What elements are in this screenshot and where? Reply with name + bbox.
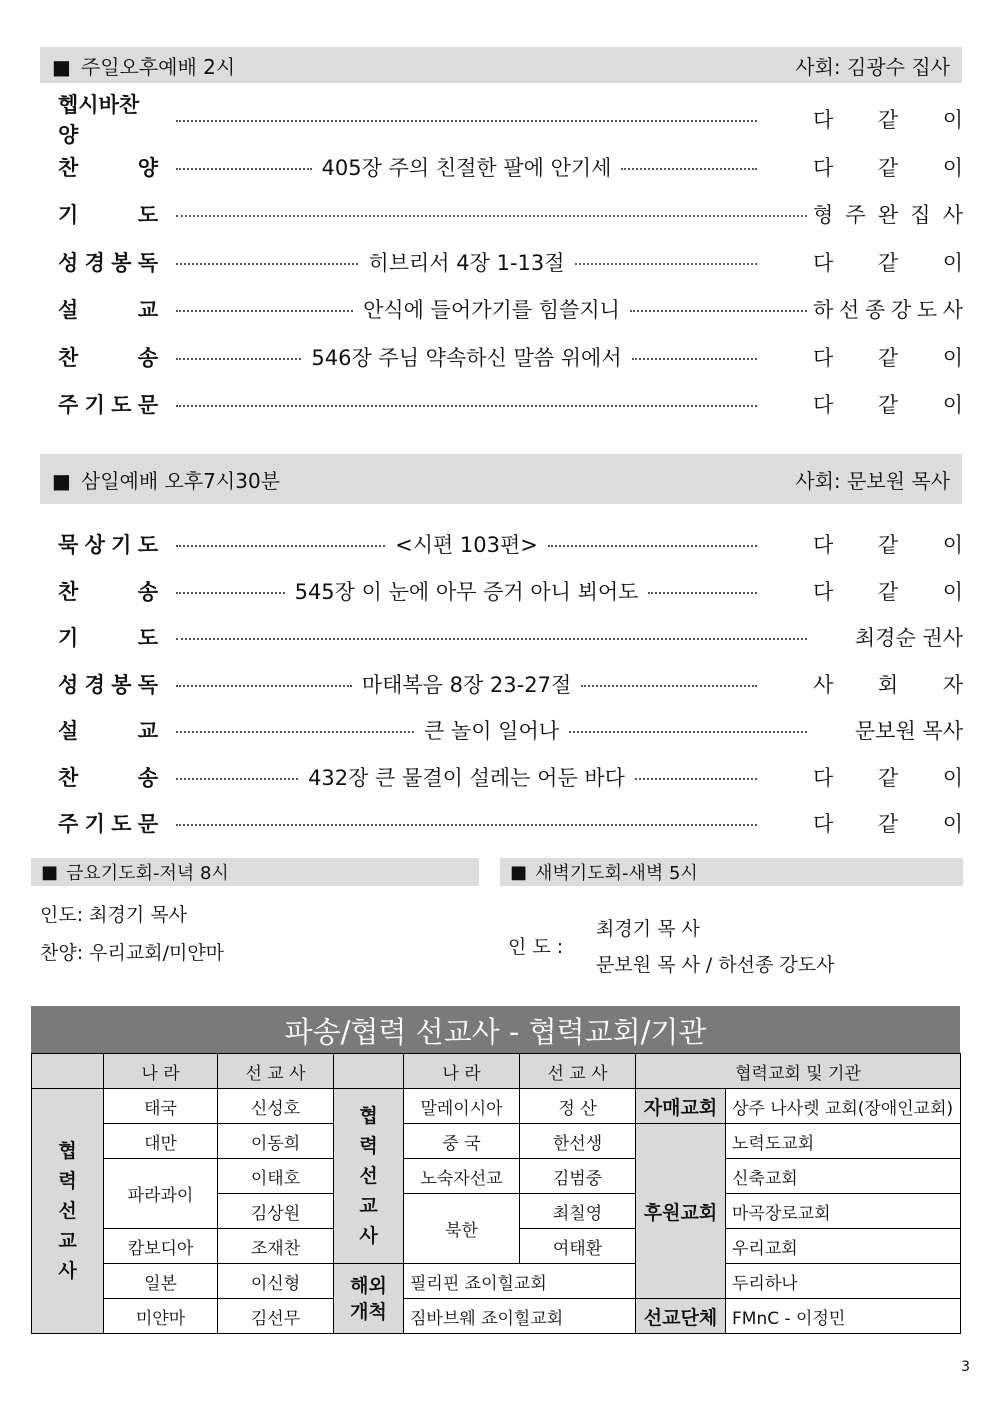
order-label xyxy=(58,715,158,745)
order-person-char: 도 xyxy=(916,298,938,322)
order-person-char: 주 xyxy=(845,203,866,227)
dot-line xyxy=(176,168,312,170)
order-label-char: 주 xyxy=(58,393,79,417)
order-content: 안식에 들어가기를 힘쓸지니 xyxy=(363,298,620,322)
order-person xyxy=(763,529,963,559)
order-person-char: 이 xyxy=(942,579,963,604)
order-person-char: 이 xyxy=(942,155,963,180)
overseas-label xyxy=(334,1264,404,1334)
order-person xyxy=(763,808,963,838)
order-person xyxy=(763,152,963,182)
order-content: 큰 놀이 일어나 xyxy=(423,719,560,743)
order-content: 545장 이 눈에 아무 증거 아니 뵈어도 xyxy=(294,579,639,604)
order-person-char: 문보원 목사 xyxy=(854,719,963,743)
dot-line xyxy=(632,358,757,360)
order-person-char: 이 xyxy=(942,345,963,370)
order-person-char: 이 xyxy=(942,812,963,836)
order-person-char: 같 xyxy=(877,345,899,370)
support-church: 노력도교회 xyxy=(726,1124,961,1159)
support-church: 우리교회 xyxy=(726,1229,961,1264)
order-person-char: 자 xyxy=(942,672,963,697)
order-person-char: 최경순 권사 xyxy=(854,626,963,650)
order-person-char: 같 xyxy=(877,765,899,790)
wednesday-row xyxy=(58,806,963,840)
order-person-char: 다 xyxy=(813,533,834,557)
left-country: 태국 xyxy=(104,1089,218,1124)
order-person-char: 같 xyxy=(877,579,899,604)
order-label-char: 헵시바찬양 xyxy=(58,93,140,147)
friday-header xyxy=(31,858,479,886)
wednesday-row xyxy=(58,667,963,701)
order-person-char: 강 xyxy=(890,298,912,322)
order-label-char: 문 xyxy=(137,812,158,836)
dot-line xyxy=(548,545,757,547)
order-person xyxy=(813,622,963,652)
dot-line xyxy=(176,405,757,407)
page-number: 3 xyxy=(961,1359,970,1375)
order-label xyxy=(58,762,158,792)
wednesday-row xyxy=(58,527,963,561)
order-content: 히브리서 4장 1-13절 xyxy=(368,250,565,275)
dot-leader xyxy=(176,669,757,699)
order-label-char: 봉 xyxy=(111,250,132,275)
order-person-char: 같 xyxy=(877,250,899,275)
order-person-char: 다 xyxy=(813,108,834,132)
order-label-char: 주 xyxy=(58,812,79,836)
wednesday-host: 사회: 문보원 목사 xyxy=(795,468,950,493)
order-content: <시편 103편> xyxy=(395,533,538,557)
order-label xyxy=(58,529,158,559)
order-label-char: 찬 xyxy=(58,765,79,790)
order-label xyxy=(58,342,158,372)
order-content: 마태복음 8장 23-27절 xyxy=(361,672,572,697)
overseas-label-line: 해외 xyxy=(350,1274,387,1297)
missions-table xyxy=(31,1053,961,1334)
order-label-char: 교 xyxy=(137,719,158,743)
dot-line xyxy=(176,824,757,826)
dot-line xyxy=(176,638,807,640)
mid-name: 한선생 xyxy=(520,1124,636,1159)
order-label-char: 기 xyxy=(58,203,79,227)
dot-line xyxy=(648,592,757,594)
mid-name: 정 산 xyxy=(520,1089,636,1124)
mid-country: 북한 xyxy=(404,1194,520,1264)
order-label-char: 기 xyxy=(84,393,105,417)
dot-leader xyxy=(176,634,807,640)
order-person-char: 이 xyxy=(942,765,963,790)
sunday-row xyxy=(58,93,963,147)
dot-line xyxy=(569,731,807,733)
dot-line xyxy=(176,263,358,265)
vertical-char: 사 xyxy=(58,1260,77,1282)
order-label-char: 도 xyxy=(137,626,158,650)
order-person-char: 완 xyxy=(877,203,899,227)
friday-leader: 인도: 최경기 목사 xyxy=(40,904,187,926)
order-label-char: 찬 xyxy=(58,345,79,370)
sunday-header xyxy=(40,47,962,83)
header-missionary: 선 교 사 xyxy=(520,1054,636,1089)
dot-leader xyxy=(176,529,757,559)
dot-line xyxy=(176,778,298,780)
header-blank xyxy=(32,1054,104,1089)
dot-leader xyxy=(176,152,757,182)
overseas-church: 필리핀 죠이힐교회 xyxy=(404,1264,636,1299)
order-person-char: 같 xyxy=(877,812,899,836)
order-person-char: 같 xyxy=(877,155,899,180)
order-person xyxy=(763,389,963,419)
order-person-char: 하 xyxy=(813,298,834,322)
order-label-char: 상 xyxy=(84,533,105,557)
order-person-char: 형 xyxy=(813,203,834,227)
order-label-char: 송 xyxy=(137,579,158,604)
dot-line xyxy=(176,731,414,733)
sunday-row xyxy=(58,150,963,184)
left-country: 대만 xyxy=(104,1124,218,1159)
order-label xyxy=(58,89,158,149)
order-person-char: 선 xyxy=(838,298,860,322)
order-label-char: 도 xyxy=(137,533,158,557)
support-church: 신축교회 xyxy=(726,1159,961,1194)
square-bullet-icon: ■ xyxy=(510,861,528,883)
square-bullet-icon: ■ xyxy=(52,54,71,79)
missions-title: 파송/협력 선교사 - 협력교회/기관 xyxy=(31,1006,960,1054)
order-label-char: 송 xyxy=(137,345,158,370)
order-label-char: 독 xyxy=(137,672,158,697)
order-label-char: 도 xyxy=(111,393,132,417)
header-country: 나 라 xyxy=(404,1054,520,1089)
vertical-char: 선 xyxy=(58,1200,77,1222)
vertical-char: 협 xyxy=(58,1140,77,1162)
order-label xyxy=(58,247,158,277)
wednesday-row xyxy=(58,574,963,608)
mid-group-label xyxy=(334,1089,404,1264)
square-bullet-icon: ■ xyxy=(41,861,59,883)
dot-line xyxy=(621,168,757,170)
dot-line xyxy=(176,120,757,122)
order-label xyxy=(58,294,158,324)
sunday-row xyxy=(58,387,963,421)
wednesday-header xyxy=(40,454,962,504)
order-label xyxy=(58,576,158,606)
friday-praise: 찬양: 우리교회/미얀마 xyxy=(40,942,225,964)
sunday-host: 사회: 김광수 집사 xyxy=(795,54,950,79)
header-blank xyxy=(334,1054,404,1089)
mid-name: 여태환 xyxy=(520,1229,636,1264)
order-label-char: 묵 xyxy=(58,533,79,557)
header-country: 나 라 xyxy=(104,1054,218,1089)
dot-leader xyxy=(176,116,757,122)
vertical-char: 협 xyxy=(359,1105,378,1127)
order-person-char: 다 xyxy=(813,765,834,790)
header-missionary: 선 교 사 xyxy=(218,1054,334,1089)
order-person-char: 사 xyxy=(942,203,963,227)
order-label xyxy=(58,389,158,419)
dot-leader xyxy=(176,820,757,826)
sunday-row xyxy=(58,245,963,279)
order-person xyxy=(763,247,963,277)
order-label xyxy=(58,808,158,838)
support-label: 후원교회 xyxy=(636,1124,726,1299)
sunday-row xyxy=(58,292,963,326)
left-group-label xyxy=(32,1089,104,1334)
wednesday-row xyxy=(58,620,963,654)
order-person xyxy=(813,715,963,745)
order-person-char: 이 xyxy=(942,533,963,557)
order-person-char: 같 xyxy=(877,108,899,132)
order-person xyxy=(763,342,963,372)
order-person-char: 사 xyxy=(942,298,963,322)
mid-name: 최칠영 xyxy=(520,1194,636,1229)
order-label-char: 도 xyxy=(137,203,158,227)
order-label-char: 기 xyxy=(84,812,105,836)
order-person-char: 같 xyxy=(877,533,899,557)
order-person-char: 회 xyxy=(877,672,899,697)
sunday-title: 주일오후예배 2시 xyxy=(80,54,236,79)
order-label-char: 설 xyxy=(58,298,79,322)
dawn-header xyxy=(500,858,963,886)
left-country: 파라과이 xyxy=(104,1159,218,1229)
dot-leader xyxy=(176,342,757,372)
dot-line xyxy=(630,310,807,312)
dawn-title: 새벽기도회-새벽 5시 xyxy=(535,863,698,884)
order-person-char: 이 xyxy=(942,393,963,417)
overseas-church: 짐바브웨 죠이힐교회 xyxy=(404,1299,636,1334)
left-name: 이태호 xyxy=(218,1159,334,1194)
order-label xyxy=(58,152,158,182)
sunday-row xyxy=(58,340,963,374)
dot-line xyxy=(176,685,352,687)
org-label: 선교단체 xyxy=(636,1299,726,1334)
order-label-char: 성 xyxy=(58,672,79,697)
order-label-char: 설 xyxy=(58,719,79,743)
org-name: FMnC - 이정민 xyxy=(726,1299,961,1334)
order-label-char: 도 xyxy=(111,812,132,836)
order-content: 546장 주님 약속하신 말씀 위에서 xyxy=(311,345,622,370)
dot-line xyxy=(176,358,301,360)
dot-line xyxy=(176,545,385,547)
wednesday-row xyxy=(58,760,963,794)
order-person-char: 다 xyxy=(813,812,834,836)
vertical-char: 교 xyxy=(359,1195,378,1217)
order-label-char: 경 xyxy=(84,672,105,697)
wednesday-title: 삼일예배 오후7시30분 xyxy=(80,468,280,493)
dawn-leader-label: 인 도 : xyxy=(508,936,564,958)
order-label-char: 송 xyxy=(137,765,158,790)
left-name: 신성호 xyxy=(218,1089,334,1124)
dot-leader xyxy=(176,211,807,217)
order-label-char: 기 xyxy=(111,533,132,557)
order-person xyxy=(813,199,963,229)
order-person-char: 이 xyxy=(942,250,963,275)
order-person xyxy=(763,669,963,699)
dot-line xyxy=(575,263,757,265)
order-person xyxy=(763,576,963,606)
dot-leader xyxy=(176,715,807,745)
dot-leader xyxy=(176,576,757,606)
left-name: 이동희 xyxy=(218,1124,334,1159)
order-person-char: 사 xyxy=(813,672,834,697)
order-person-char: 같 xyxy=(877,393,899,417)
left-country: 미얀마 xyxy=(104,1299,218,1334)
vertical-char: 력 xyxy=(359,1135,378,1157)
dot-line xyxy=(176,310,353,312)
order-person-char: 다 xyxy=(813,155,834,180)
order-person xyxy=(813,294,963,324)
vertical-char: 사 xyxy=(359,1225,378,1247)
order-label-char: 문 xyxy=(137,393,158,417)
support-church: 두리하나 xyxy=(726,1264,961,1299)
square-bullet-icon: ■ xyxy=(52,468,71,493)
mid-country: 중 국 xyxy=(404,1124,520,1159)
order-person-char: 다 xyxy=(813,393,834,417)
dot-leader xyxy=(176,247,757,277)
dot-line xyxy=(635,778,757,780)
order-label-char: 성 xyxy=(58,250,79,275)
wednesday-row xyxy=(58,713,963,747)
order-person xyxy=(763,104,963,134)
mid-name: 김범중 xyxy=(520,1159,636,1194)
support-church: 마곡장로교회 xyxy=(726,1194,961,1229)
vertical-char: 교 xyxy=(58,1230,77,1252)
left-name: 김상원 xyxy=(218,1194,334,1229)
order-label-char: 경 xyxy=(84,250,105,275)
order-label xyxy=(58,669,158,699)
header-churches: 협력교회 및 기관 xyxy=(636,1054,961,1089)
left-name: 조재찬 xyxy=(218,1229,334,1264)
overseas-label-line: 개척 xyxy=(350,1300,387,1323)
order-label xyxy=(58,199,158,229)
left-country: 캄보디아 xyxy=(104,1229,218,1264)
dawn-leader-1: 최경기 목 사 xyxy=(596,918,700,940)
dot-line xyxy=(176,215,807,217)
order-content: 405장 주의 친절한 팔에 안기세 xyxy=(321,155,612,180)
order-person-char: 다 xyxy=(813,579,834,604)
order-label-char: 기 xyxy=(58,626,79,650)
mid-country: 노숙자선교 xyxy=(404,1159,520,1194)
order-person-char: 다 xyxy=(813,345,834,370)
dot-leader xyxy=(176,762,757,792)
dot-leader xyxy=(176,401,757,407)
vertical-char: 력 xyxy=(58,1170,77,1192)
order-label-char: 양 xyxy=(137,155,158,180)
sister-label: 자매교회 xyxy=(636,1089,726,1124)
vertical-char: 선 xyxy=(359,1165,378,1187)
order-person-char: 종 xyxy=(864,298,886,322)
left-name: 이신형 xyxy=(218,1264,334,1299)
dawn-leader-2: 문보원 목 사 / 하선종 강도사 xyxy=(596,954,835,976)
order-person-char: 이 xyxy=(942,108,963,132)
mid-country: 말레이시아 xyxy=(404,1089,520,1124)
friday-title: 금요기도회-저녁 8시 xyxy=(66,863,229,884)
sunday-row xyxy=(58,197,963,231)
order-label-char: 찬 xyxy=(58,579,79,604)
order-label-char: 교 xyxy=(137,298,158,322)
order-label-char: 독 xyxy=(137,250,158,275)
left-country: 일본 xyxy=(104,1264,218,1299)
order-label-char: 찬 xyxy=(58,155,79,180)
left-name: 김선무 xyxy=(218,1299,334,1334)
order-content: 432장 큰 물결이 설레는 어둔 바다 xyxy=(308,765,625,790)
dot-line xyxy=(581,685,757,687)
order-person-char: 다 xyxy=(813,250,834,275)
order-person xyxy=(763,762,963,792)
order-person-char: 집 xyxy=(910,203,931,227)
dot-leader xyxy=(176,294,807,324)
order-label xyxy=(58,622,158,652)
order-label-char: 봉 xyxy=(111,672,132,697)
sister-church: 상주 나사렛 교회(장애인교회) xyxy=(726,1089,961,1124)
dot-line xyxy=(176,592,285,594)
